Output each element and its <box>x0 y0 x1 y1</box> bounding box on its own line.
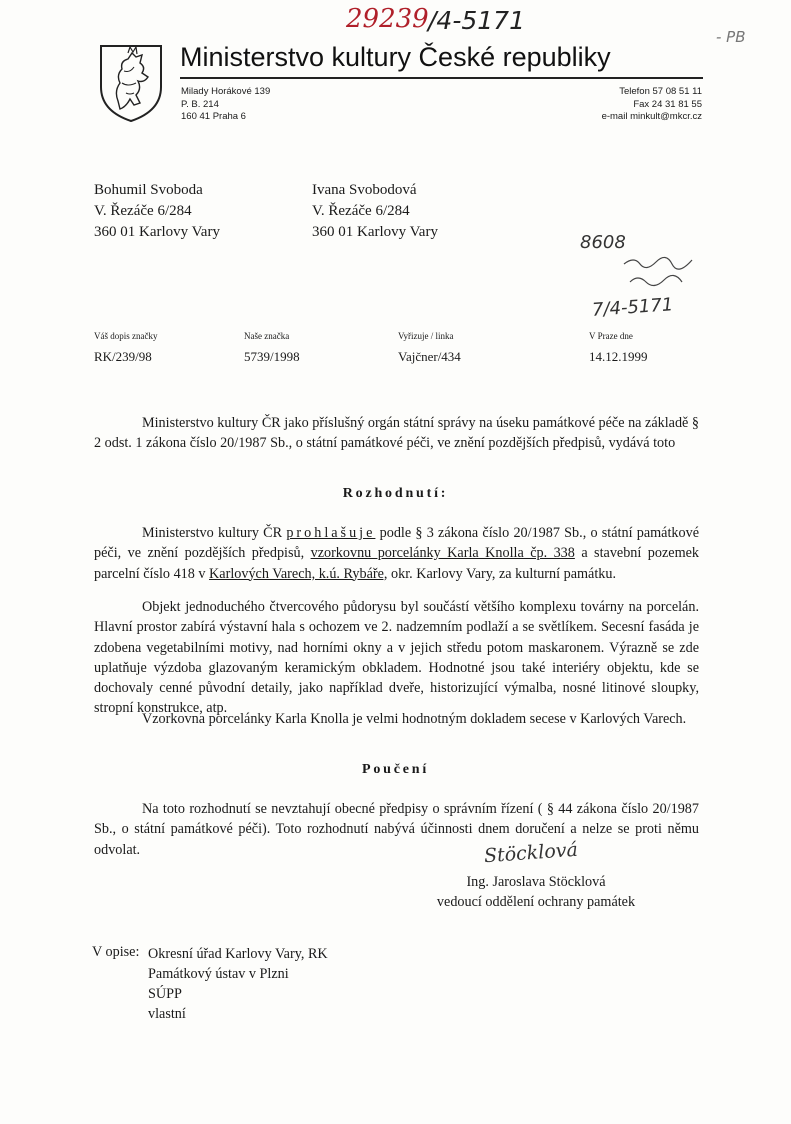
recipient-city: 360 01 Karlovy Vary <box>94 224 220 240</box>
handwritten-reference-black: /4-5171 <box>428 6 525 35</box>
instruction-paragraph: Na toto rozhodnutí se nevztahují obecné předpisy o správním řízení ( § 44 zákona číslo 20/1987 Sb., o státní památkové péči). Toto rozhodnutí nabývá účinnosti dnem doručení a nelze se proti němu odvolat. <box>94 801 699 858</box>
recipient-city: 360 01 Karlovy Vary <box>312 224 438 240</box>
ministry-title: Ministerstvo kultury České republiky <box>180 42 611 72</box>
recipient-1 <box>94 180 220 243</box>
decision-heading: Rozhodnutí: <box>342 486 449 501</box>
address-line: P. B. 214 <box>181 98 219 110</box>
copy-recipient: SÚPP <box>148 986 182 1002</box>
recipient-name: Ivana Svobodová <box>312 182 417 198</box>
email: e-mail minkult@mkcr.cz <box>601 111 702 122</box>
ministry-address <box>181 86 270 124</box>
copy-recipient: Památkový ústav v Plzni <box>148 966 289 982</box>
ref-label-your-letter: Váš dopis značky <box>94 331 158 341</box>
ref-value-our-ref: 5739/1998 <box>244 349 300 364</box>
monument-location: Karlových Varech, k.ú. Rybáře, <box>209 565 388 582</box>
decision-text: podle § 3 zákona číslo 20/1987 Sb., o státní památkové péči, ve znění pozdějších předpisů, <box>94 525 699 562</box>
description-paragraph: Objekt jednoduchého čtvercového půdorysu byl součástí většího komplexu továrny na porcelán. Hlavní prostor zabírá výstavní hala s ochozem ve 2. nadzemním podlaží a se světlíkem. Secesní fasáda je zdobena vegetabilními motivy, nad horními okny a v jejich středu potom maskaronem. Výrazně se zde uplatňuje výzdoba glazovaným keramickým obkladem. Hodnotné jsou také interiéry objektu, kde se dochovaly cenné původní detaily, jako například dveře, historizující výmalba, nosné litinové sloupky, stropní konstrukce, atp. <box>94 599 699 717</box>
copy-recipient: vlastní <box>148 1006 186 1022</box>
pencil-note-reference: 7/4-5171 <box>591 294 674 321</box>
pencil-scribble <box>620 252 698 292</box>
address-line: Milady Horákové 139 <box>181 86 271 97</box>
coat-of-arms-logo <box>98 43 164 123</box>
ref-value-handled-by: Vajčner/434 <box>398 349 461 364</box>
copies-list <box>148 944 328 1024</box>
recipient-2 <box>312 180 438 243</box>
recipient-street: V. Řezáče 6/284 <box>94 203 192 219</box>
copy-recipient: Okresní úřad Karlovy Vary, RK <box>148 946 328 962</box>
pencil-note-number: 8608 <box>580 232 626 253</box>
signatory-name: Ing. Jaroslava Stöcklová <box>466 874 606 890</box>
phone: Telefon 57 08 51 11 <box>619 86 702 97</box>
ref-label-our-ref: Naše značka <box>244 331 290 341</box>
copies-prefix: V opise: <box>92 944 140 960</box>
ref-value-date: 14.12.1999 <box>589 349 648 364</box>
address-line: 160 41 Praha 6 <box>181 111 246 122</box>
ref-label-date: V Praze dne <box>589 331 633 341</box>
decision-text: Ministerstvo kultury ČR <box>142 525 287 541</box>
header-rule <box>180 77 703 79</box>
conclusion-paragraph: Vzorkovna porcelánky Karla Knolla je velmi hodnotným dokladem secese v Karlových Varech. <box>142 711 687 727</box>
decision-paragraph <box>94 523 699 584</box>
recipient-street: V. Řezáče 6/284 <box>312 203 410 219</box>
reference-row <box>94 331 654 371</box>
ref-label-handled-by: Vyřizuje / linka <box>398 331 454 341</box>
declares-word: prohlašuje <box>286 525 376 541</box>
recipient-name: Bohumil Svoboda <box>94 182 203 198</box>
signatory-block <box>424 872 648 912</box>
decision-text: okr. Karlovy Vary, za kulturní památku. <box>387 565 617 582</box>
handwritten-signature: Stöcklová <box>483 838 579 868</box>
signatory-title: vedoucí oddělení ochrany památek <box>436 894 636 910</box>
fax: Fax 24 31 81 55 <box>633 98 702 110</box>
instruction-heading: Poučení <box>361 762 430 777</box>
handwritten-reference-red: 29239 <box>346 4 429 34</box>
decision-text: a stavební pozemek parcelní číslo 418 v <box>94 545 699 582</box>
corner-pencil-note: - PB <box>716 28 746 46</box>
monument-name: vzorkovnu porcelánky Karla Knolla čp. 338 <box>310 545 575 562</box>
ministry-contact <box>502 86 702 124</box>
intro-paragraph: Ministerstvo kultury ČR jako příslušný orgán státní správy na úseku památkové péče na základě § 2 odst. 1 zákona číslo 20/1987 Sb., o státní památkové péči, ve znění pozdějších předpisů, vydává toto <box>94 415 699 452</box>
ref-value-your-letter: RK/239/98 <box>94 349 152 364</box>
